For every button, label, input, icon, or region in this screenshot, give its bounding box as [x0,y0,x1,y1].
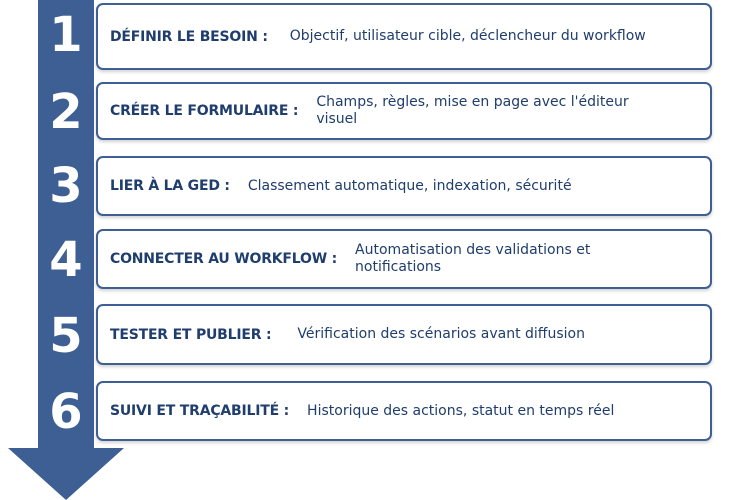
step-5-card [96,304,712,365]
step-2-description: Champs, règles, mise en page avec l'éditeur visuel [316,94,629,127]
step-3-title: LIER À LA GED : [110,178,230,194]
step-6-title: SUIVI ET TRAÇABILITÉ : [110,403,290,419]
step-3-number: 3 [49,158,83,214]
step-1-number: 1 [49,7,83,63]
step-2-card [96,82,712,140]
step-4-number: 4 [49,232,83,288]
step-3-description: Classement automatique, indexation, sécurité [247,177,572,194]
step-1-title: DÉFINIR LE BESOIN : [110,28,268,45]
step-1-card [96,3,712,70]
step-2-title: CRÉER LE FORMULAIRE : [110,103,299,119]
step-5-description: Vérification des scénarios avant diffusion [297,326,585,342]
step-6-description: Historique des actions, statut en temps réel [307,402,615,419]
step-1-description: Objectif, utilisateur cible, déclencheur du workflow [289,28,646,44]
step-2-number: 2 [49,84,83,140]
step-6-card [96,381,712,441]
step-4-title: CONNECTER AU WORKFLOW : [110,251,338,267]
step-4-card [96,229,712,289]
step-3-card [96,156,712,216]
step-5-title: TESTER ET PUBLIER : [110,326,272,343]
step-4-description: Automatisation des validations et notifications [355,242,591,275]
step-5-number: 5 [49,308,83,364]
step-6-number: 6 [49,384,83,440]
